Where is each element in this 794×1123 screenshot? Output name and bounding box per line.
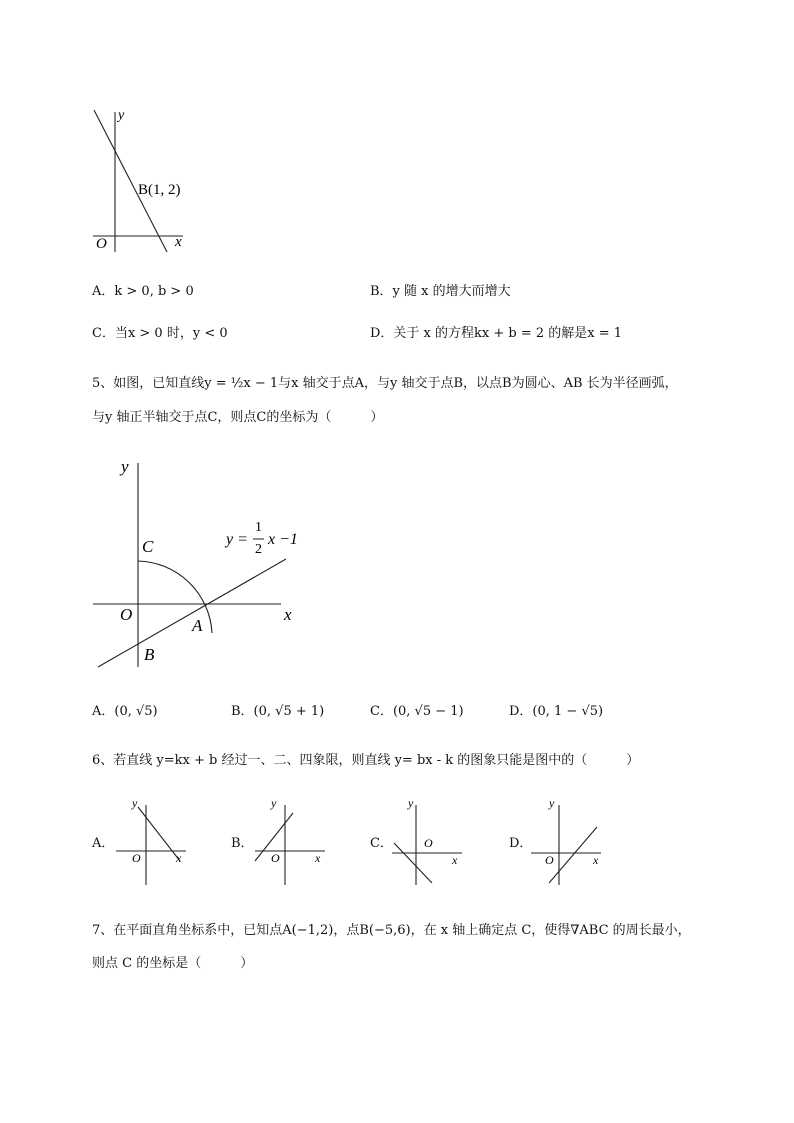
q5-graph [88,455,303,670]
q5-option-a[interactable]: A．(0, √5) [92,704,158,719]
q6a-x-label: x [176,851,182,865]
q4-graph [85,100,195,255]
q7-stem-line1: 7、在平面直角坐标系中，已知点A(−1,2)，点B(−5,6)，在 x 轴上确定点 C，使得∇ABC 的周长最小， [92,923,691,938]
q5-stem-line2: 与y 轴正半轴交于点C，则点C的坐标为（ ） [92,410,384,425]
q4-origin-label: O [96,236,107,252]
q6b-y-label: y [271,796,277,810]
q6-option-d-label[interactable]: D． [509,836,533,851]
q6a-y-label: y [132,796,138,810]
q4-y-label: y [118,108,125,123]
q6c-origin-label: O [424,836,433,850]
q6-stem-line1: 6、若直线 y=kx + b 经过一、二、四象限，则直线 y= bx - k 的图象只能是图中的（ ） [92,753,640,768]
q5-eq-rest: x −1 [268,531,298,548]
q4-option-d[interactable]: D．关于 x 的方程kx + b = 2 的解是x = 1 [370,326,623,341]
q5-option-d[interactable]: D．(0, 1 − √5) [509,704,604,719]
q5-option-c[interactable]: C．(0, √5 − 1) [370,704,464,719]
q4-option-a[interactable]: A．k > 0, b > 0 [92,284,194,299]
q6a-line [138,807,180,861]
q5-eq-den: 2 [255,542,262,557]
q6d-y-label: y [549,796,555,810]
q5-option-b[interactable]: B．(0, √5 + 1) [231,704,325,719]
q5-y-label: y [121,457,129,476]
q6d-origin-label: O [545,853,554,867]
q6-option-a-label[interactable]: A． [92,836,115,851]
q6b-x-label: x [315,851,321,865]
q5-eq-y: y = [226,531,248,548]
q6a-origin-label: O [132,851,141,865]
q5-origin-label: O [120,605,133,624]
q6-graph-c[interactable] [390,795,470,887]
q4-option-c[interactable]: C．当x > 0 时，y < 0 [92,326,228,341]
q4-point-label: B(1, 2) [138,182,181,198]
q6d-x-label: x [593,853,599,867]
q5-eq-num: 1 [255,520,262,535]
q4-option-b[interactable]: B．y 随 x 的增大而增大 [370,284,511,299]
q5-a-label: A [192,616,203,635]
q6-option-c-label[interactable]: C． [370,836,393,851]
q7-stem-line2: 则点 C 的坐标是（ ） [92,956,254,971]
q5-c-label: C [142,537,154,556]
q4-x-label: x [175,234,182,250]
q6-option-b-label[interactable]: B． [231,836,254,851]
q6c-x-label: x [452,853,458,867]
q5-b-label: B [144,645,155,664]
q6-graph-d[interactable] [529,795,609,887]
q4-line [94,110,167,252]
q6-graph-b[interactable] [251,795,331,887]
q6c-y-label: y [408,796,414,810]
q5-x-label: x [284,605,292,624]
q5-stem-line1: 5、如图，已知直线y = ½x − 1与x 轴交于点A，与y 轴交于点B，以点B为圆心、AB 长为半径画弧， [92,376,678,391]
q6d-line [549,827,597,883]
q6b-origin-label: O [271,851,280,865]
q6-graph-a[interactable] [112,795,192,887]
